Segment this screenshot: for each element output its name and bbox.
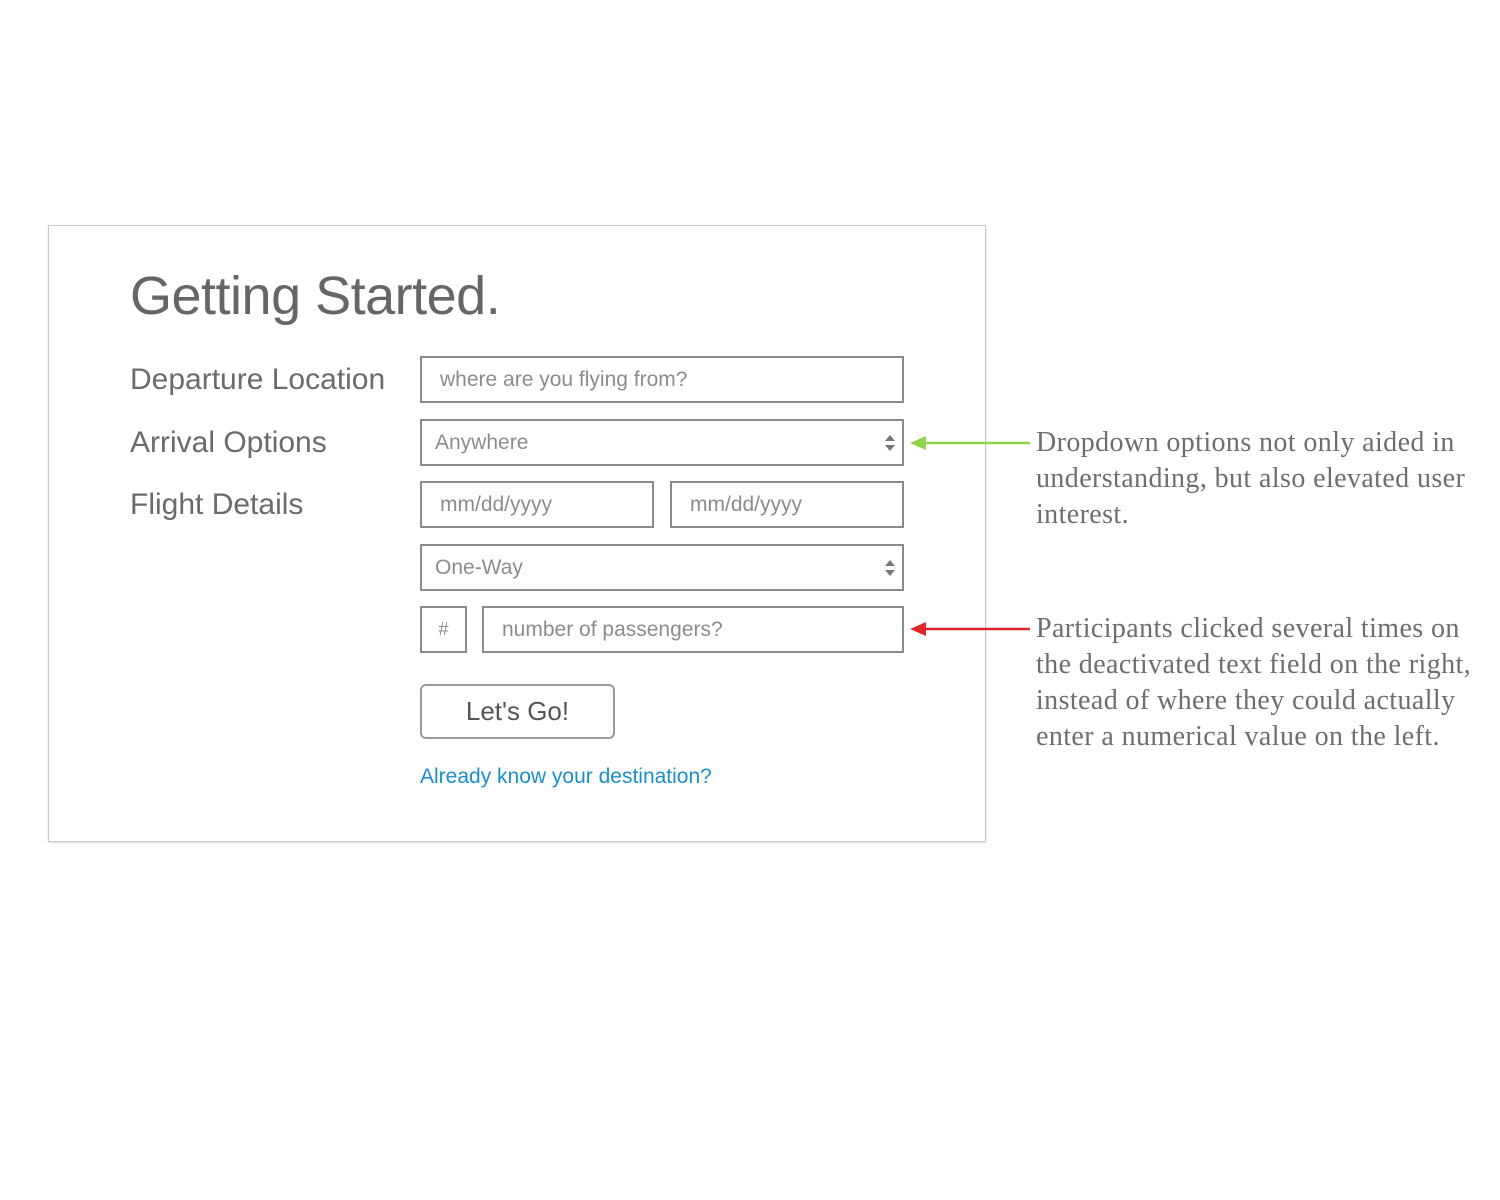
annotation-arrow-red (908, 618, 1032, 640)
arrival-select[interactable] (420, 419, 904, 466)
passenger-count-input[interactable] (420, 606, 467, 653)
lets-go-button[interactable]: Let's Go! (420, 684, 615, 739)
trip-type-select-value: One-Way (435, 555, 523, 579)
return-date-input[interactable] (670, 481, 904, 528)
already-know-destination-link[interactable]: Already know your destination? (420, 765, 712, 788)
arrival-select-value: Anywhere (435, 430, 529, 454)
passenger-text-field[interactable] (482, 606, 904, 653)
annotation-passenger-note: Participants clicked several times on the deactivated text field on the right, instead of where they could actually enter a numerical value on the left. (1036, 613, 1472, 752)
departure-label: Departure Location (130, 363, 386, 396)
select-arrows-icon (884, 557, 896, 579)
annotation-arrow-green (908, 432, 1032, 454)
departure-input[interactable] (420, 356, 904, 403)
flight-details-label: Flight Details (130, 488, 304, 521)
trip-type-select[interactable] (420, 544, 904, 591)
select-arrows-icon (884, 432, 896, 454)
departure-date-input[interactable] (420, 481, 654, 528)
arrival-label: Arrival Options (130, 426, 327, 459)
page-title: Getting Started. (130, 266, 501, 326)
annotation-dropdown-note: Dropdown options not only aided in understanding, but also elevated user interest. (1036, 427, 1466, 530)
